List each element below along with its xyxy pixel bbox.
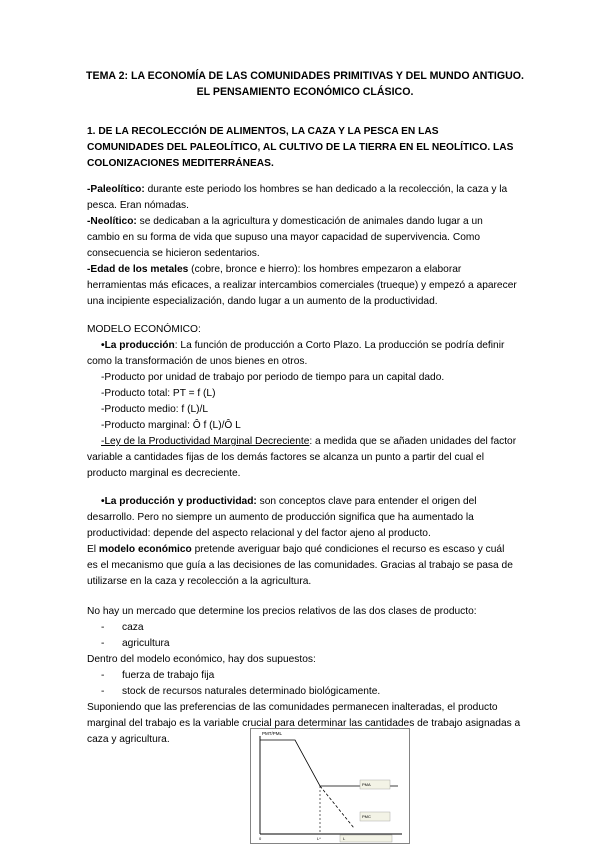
neolitico-label: -Neolítico: [87,216,137,227]
edad-metales-label: -Edad de los metales [87,264,189,275]
paragraph-neolitico [87,214,517,262]
paleolitico-text: durante este periodo los hombres se han dedicado a la recolección, la caza y la pesca. Eran nómadas. [87,184,508,211]
list-dash: - [101,686,105,697]
edad-metales-text: (cobre, bronce e hierro): los hombres empezaron a elaborar herramientas más eficaces, a realizar intercambios comerciales (trueque) y empezó a aparecer una incipiente especialización, dando lugar a un aumento de la productividad. [87,264,517,307]
supuestos-intro: Dentro del modelo económico, hay dos supuestos: [87,654,316,665]
produccion-item-3: -Producto medio: f (L)/L [101,404,209,415]
paragraph-edad-metales [87,262,517,310]
paragraph-conclusion: Suponiendo que las preferencias de las comunidades permanecen inalteradas, el producto marginal del trabajo es la variable crucial para determinar las cantidades de trabajo asignadas a caza y agricultura. [87,702,521,745]
document-title-line-1: TEMA 2: LA ECONOMÍA DE LAS COMUNIDADES PRIMITIVAS Y DEL MUNDO ANTIGUO. [86,70,524,82]
x-tick-l-star: L* [317,836,321,841]
modelo-economico-heading: MODELO ECONÓMICO: [87,324,201,335]
prod2-label: •La producción y productividad: [101,496,257,507]
modelo-text: pretende averiguar bajo qué condiciones el recurso es escaso y cuál es el mecanismo que guía a las decisiones de las comunidades. Gracias al trabajo se pasa de utilizarse en la caza y recolección a la agricultura. [87,544,513,587]
mercado-intro: No hay un mercado que determine los precios relativos de las dos clases de producto: [87,606,477,617]
paleolitico-label: -Paleolítico: [87,184,145,195]
produccion-item-2: -Producto total: PT = f (L) [101,388,216,399]
ley-label: -Ley de la Productividad Marginal Decreciente [101,436,310,447]
list-dash: - [101,622,105,633]
x-tick-0: 0 [259,836,262,841]
curve-label-pma: PMA [362,782,371,787]
modelo-pre: El [87,544,99,555]
paragraph-paleolitico [87,182,517,214]
production-figure [250,728,410,844]
prod2-text: son conceptos clave para entender el origen del desarrollo. Pero no siempre un aumento de producción significa que ha aumentado la productividad: depende del aspecto relacional y del factor ajeno al producto. [87,496,477,539]
produccion-text: : La función de producción a Corto Plazo. La producción se podría definir como la transformación de unos bienes en otros. [87,340,505,367]
curve-label-pmc: PMC [362,814,371,819]
list-item-agricultura: agricultura [122,638,170,649]
produccion-item-1: -Producto por unidad de trabajo por periodo de tiempo para un capital dado. [101,372,445,383]
modelo-label: modelo económico [98,544,192,555]
x-axis-label: L [343,836,346,841]
paragraph-produccion [87,338,517,370]
list-item-caza: caza [122,622,144,633]
list-dash: - [101,638,105,649]
list-item-stock-recursos: stock de recursos naturales determinado biológicamente. [122,686,381,697]
y-axis-label: PMT/PML [262,731,283,736]
ley-text: : a medida que se añaden unidades del factor variable a cantidades fijas de los demás factores se alcanza un punto a partir del cual el producto marginal es decreciente. [87,436,517,479]
x-axis-label-box [340,835,392,842]
section-1-heading: 1. DE LA RECOLECCIÓN DE ALIMENTOS, LA CAZA Y LA PESCA EN LAS COMUNIDADES DEL PALEOLÍTICO, AL CULTIVO DE LA TIERRA EN EL NEOLÍTICO. LAS COLONIZACIONES MEDITERRÁNEAS. [87,126,514,169]
paragraph-modelo-economico [87,542,517,590]
document-title-line-2: EL PENSAMIENTO ECONÓMICO CLÁSICO. [196,86,414,98]
paragraph-produccion-productividad [87,494,517,542]
list-dash: - [101,670,105,681]
list-item-fuerza-trabajo: fuerza de trabajo fija [122,670,215,681]
produccion-label: •La producción [101,340,175,351]
paragraph-ley-productividad [87,434,517,482]
produccion-item-4: -Producto marginal: Ô f (L)/Ô L [101,420,241,431]
neolitico-text: se dedicaban a la agricultura y domesticación de animales dando lugar a un cambio en su forma de vida que supuso una mayor capacidad de supervivencia. Como consecuencia se hicieron sedentarios. [87,216,483,259]
